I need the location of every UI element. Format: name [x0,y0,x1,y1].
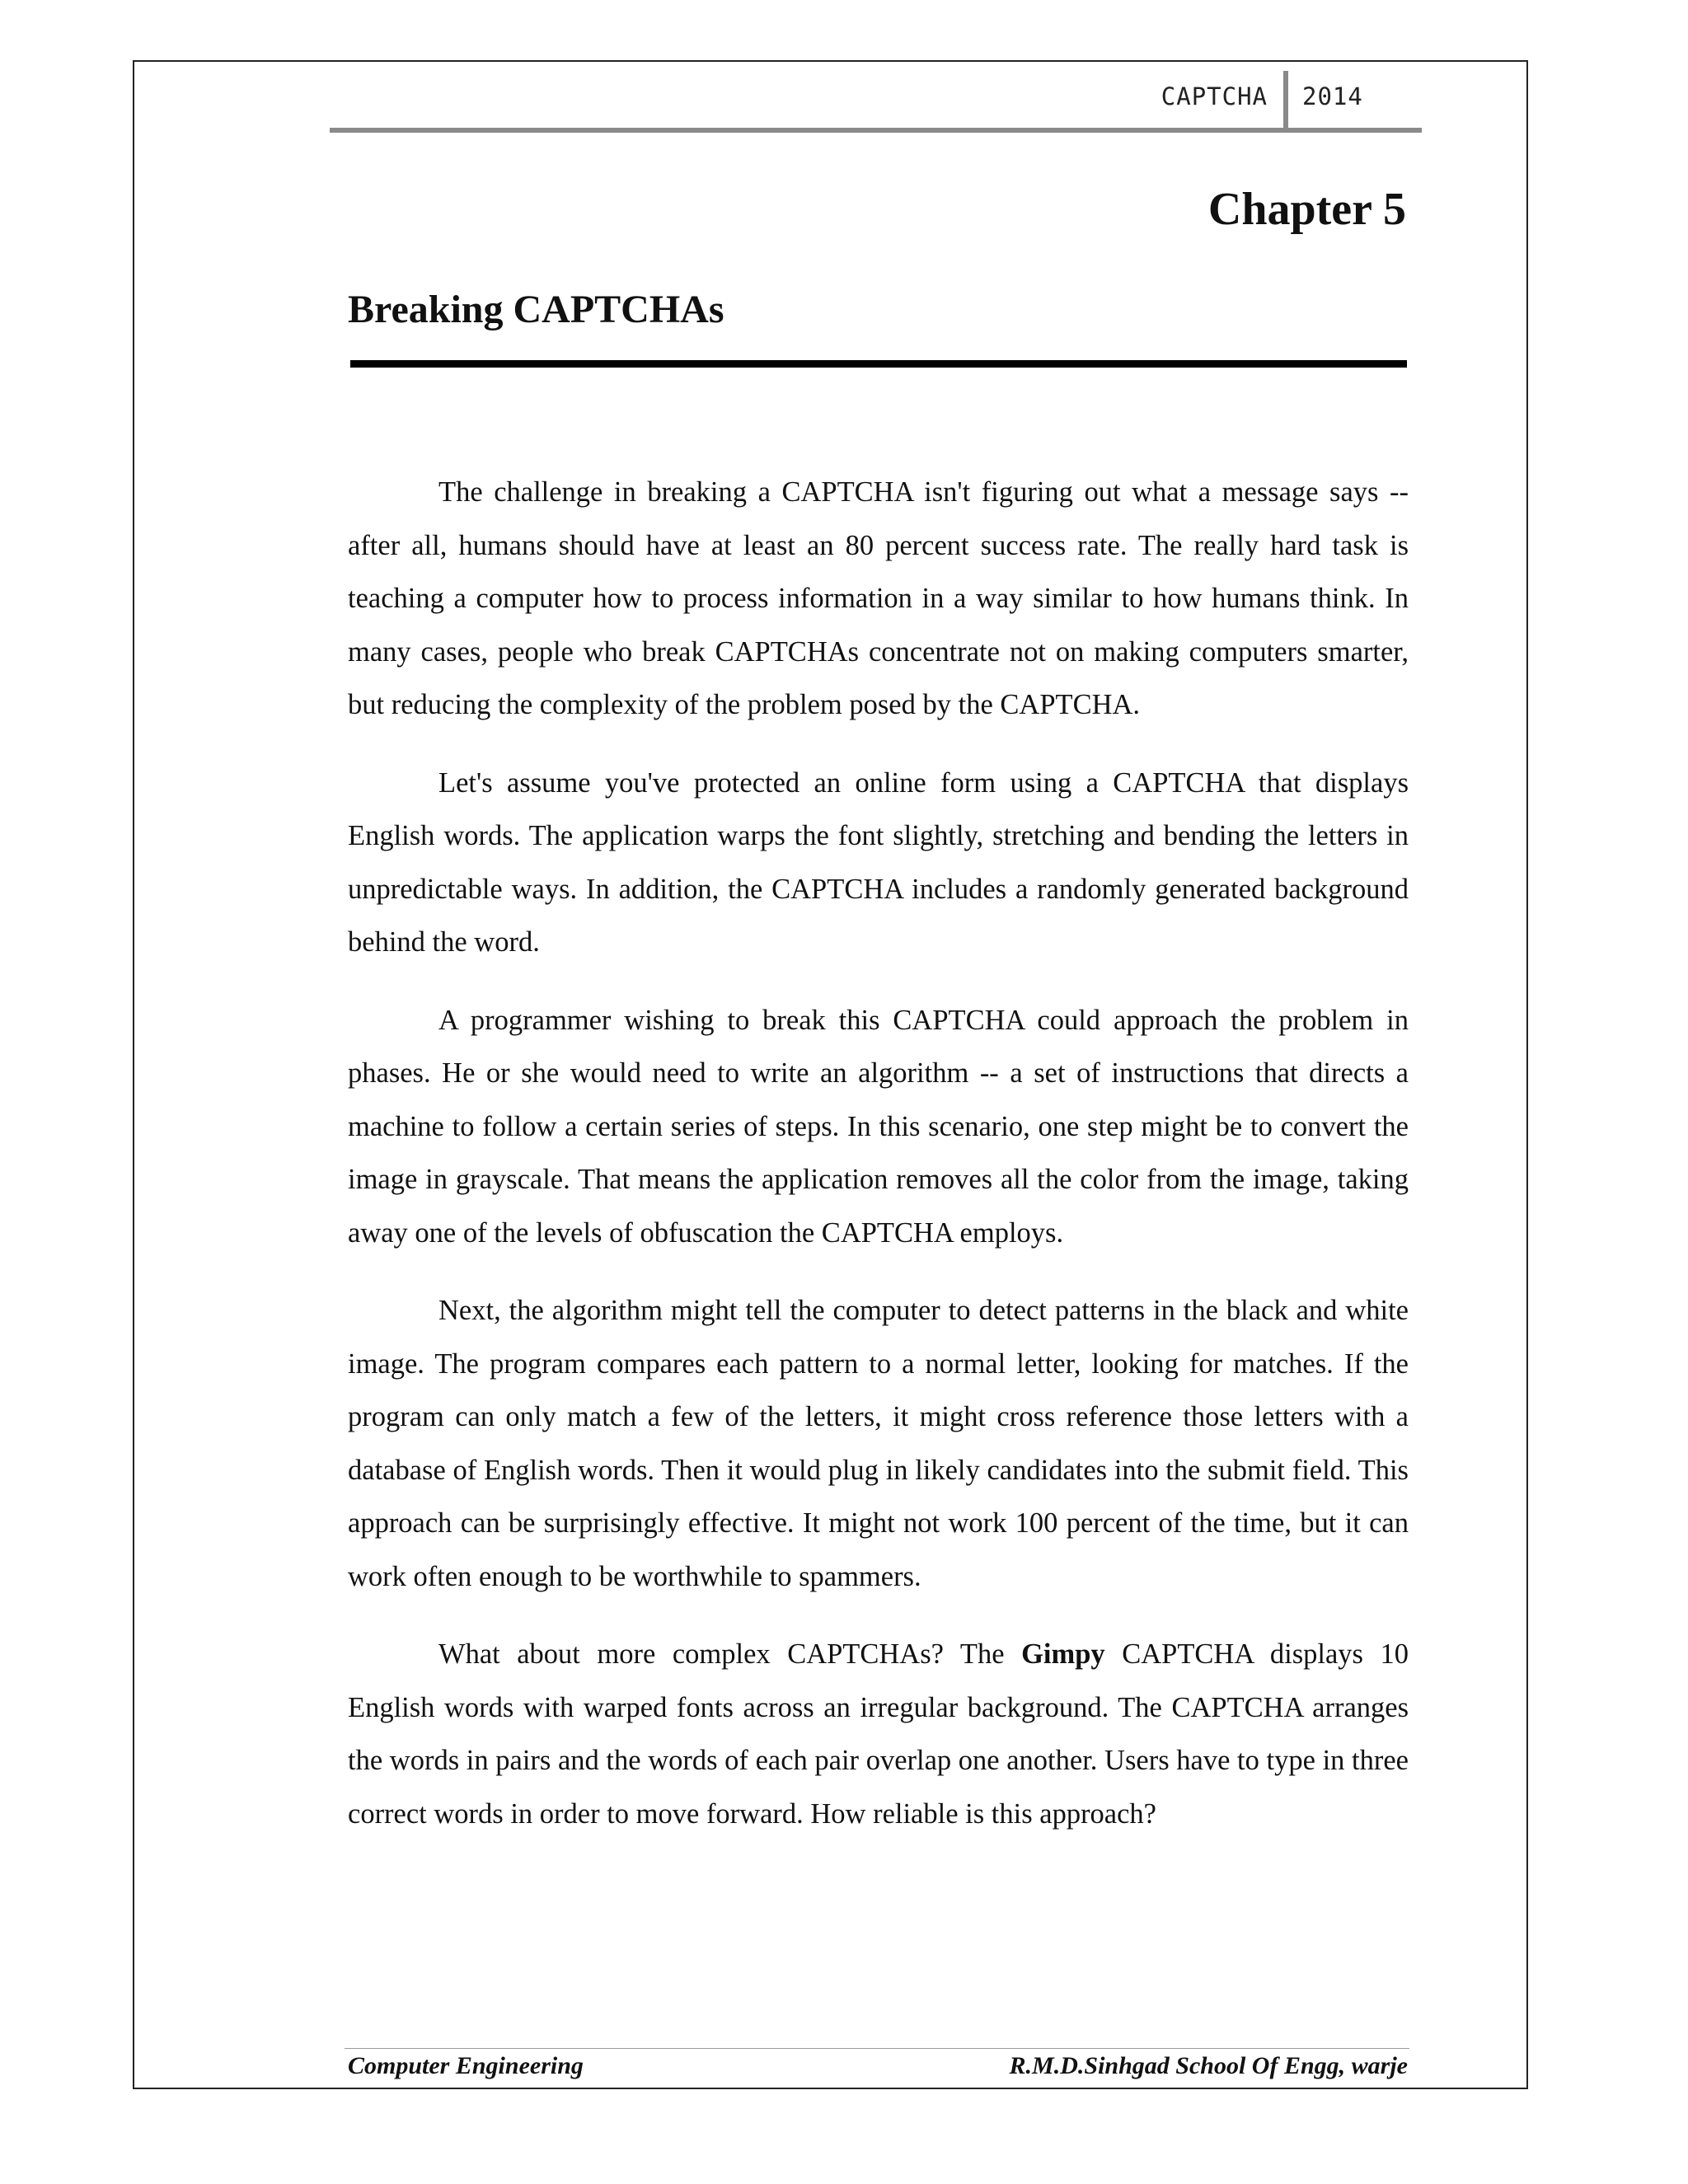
paragraph-text: What about more complex CAPTCHAs? The [438,1638,1022,1670]
paragraph: Next, the algorithm might tell the computer to detect patterns in the black and white image. The program compares each pattern to a normal letter, looking for matches. If the program can only match a few of the letters, it might cross reference those letters with a database of English words. Then it would plug in likely candidates into the submit field. This approach can be surprisingly effective. It might not work 100 percent of the time, but it can work often enough to be worthwhile to spammers. [348,1295,1409,1592]
paragraph: A programmer wishing to break this CAPTCHA could approach the problem in phases. He or she would need to write an algorithm -- a set of instructions that directs a machine to follow a certain series of steps. In this scenario, one step might be to convert the image in grayscale. That means the application removes all the color from the image, taking away one of the levels of obfuscation the CAPTCHA employs. [348,1004,1409,1249]
footer-rule [345,2048,1409,2049]
paragraph: The challenge in breaking a CAPTCHA isn't figuring out what a message says -- after all, humans should have at least an 80 percent success rate. The really hard task is teaching a computer how to process information in a way similar to how humans think. In many cases, people who break CAPTCHAs concentrate not on making computers smarter, but reducing the complexity of the problem posed by the CAPTCHA. [348,476,1409,720]
header-divider [1283,71,1288,130]
header-year: 2014 [1302,82,1363,110]
footer-institution: R.M.D.Sinhgad School Of Engg, warje [1009,2052,1408,2079]
header-rule [330,128,1422,133]
chapter-title: Breaking CAPTCHAs [348,288,724,331]
paragraph: Let's assume you've protected an online form using a CAPTCHA that displays English words. The application warps the font slightly, stretching and bending the letters in unpredictable ways. In addition, the CAPTCHA includes a randomly generated background behind the word. [348,766,1409,958]
footer-department: Computer Engineering [348,2052,584,2079]
body-text [348,466,1409,1865]
chapter-label: Chapter 5 [1207,184,1406,235]
header-title: CAPTCHA [1160,82,1268,110]
paragraph-gimpy [348,1628,1409,1840]
paragraph-text: CAPTCHA displays 10 English words with warped fonts across an irregular background. The CAPTCHA arranges the words in pairs and the words of each pair overlap one another. Users have to type in three correct words in order to move forward. How reliable is this approach? [348,1638,1409,1830]
title-rule [350,360,1407,368]
gimpy-term: Gimpy [1021,1638,1105,1670]
